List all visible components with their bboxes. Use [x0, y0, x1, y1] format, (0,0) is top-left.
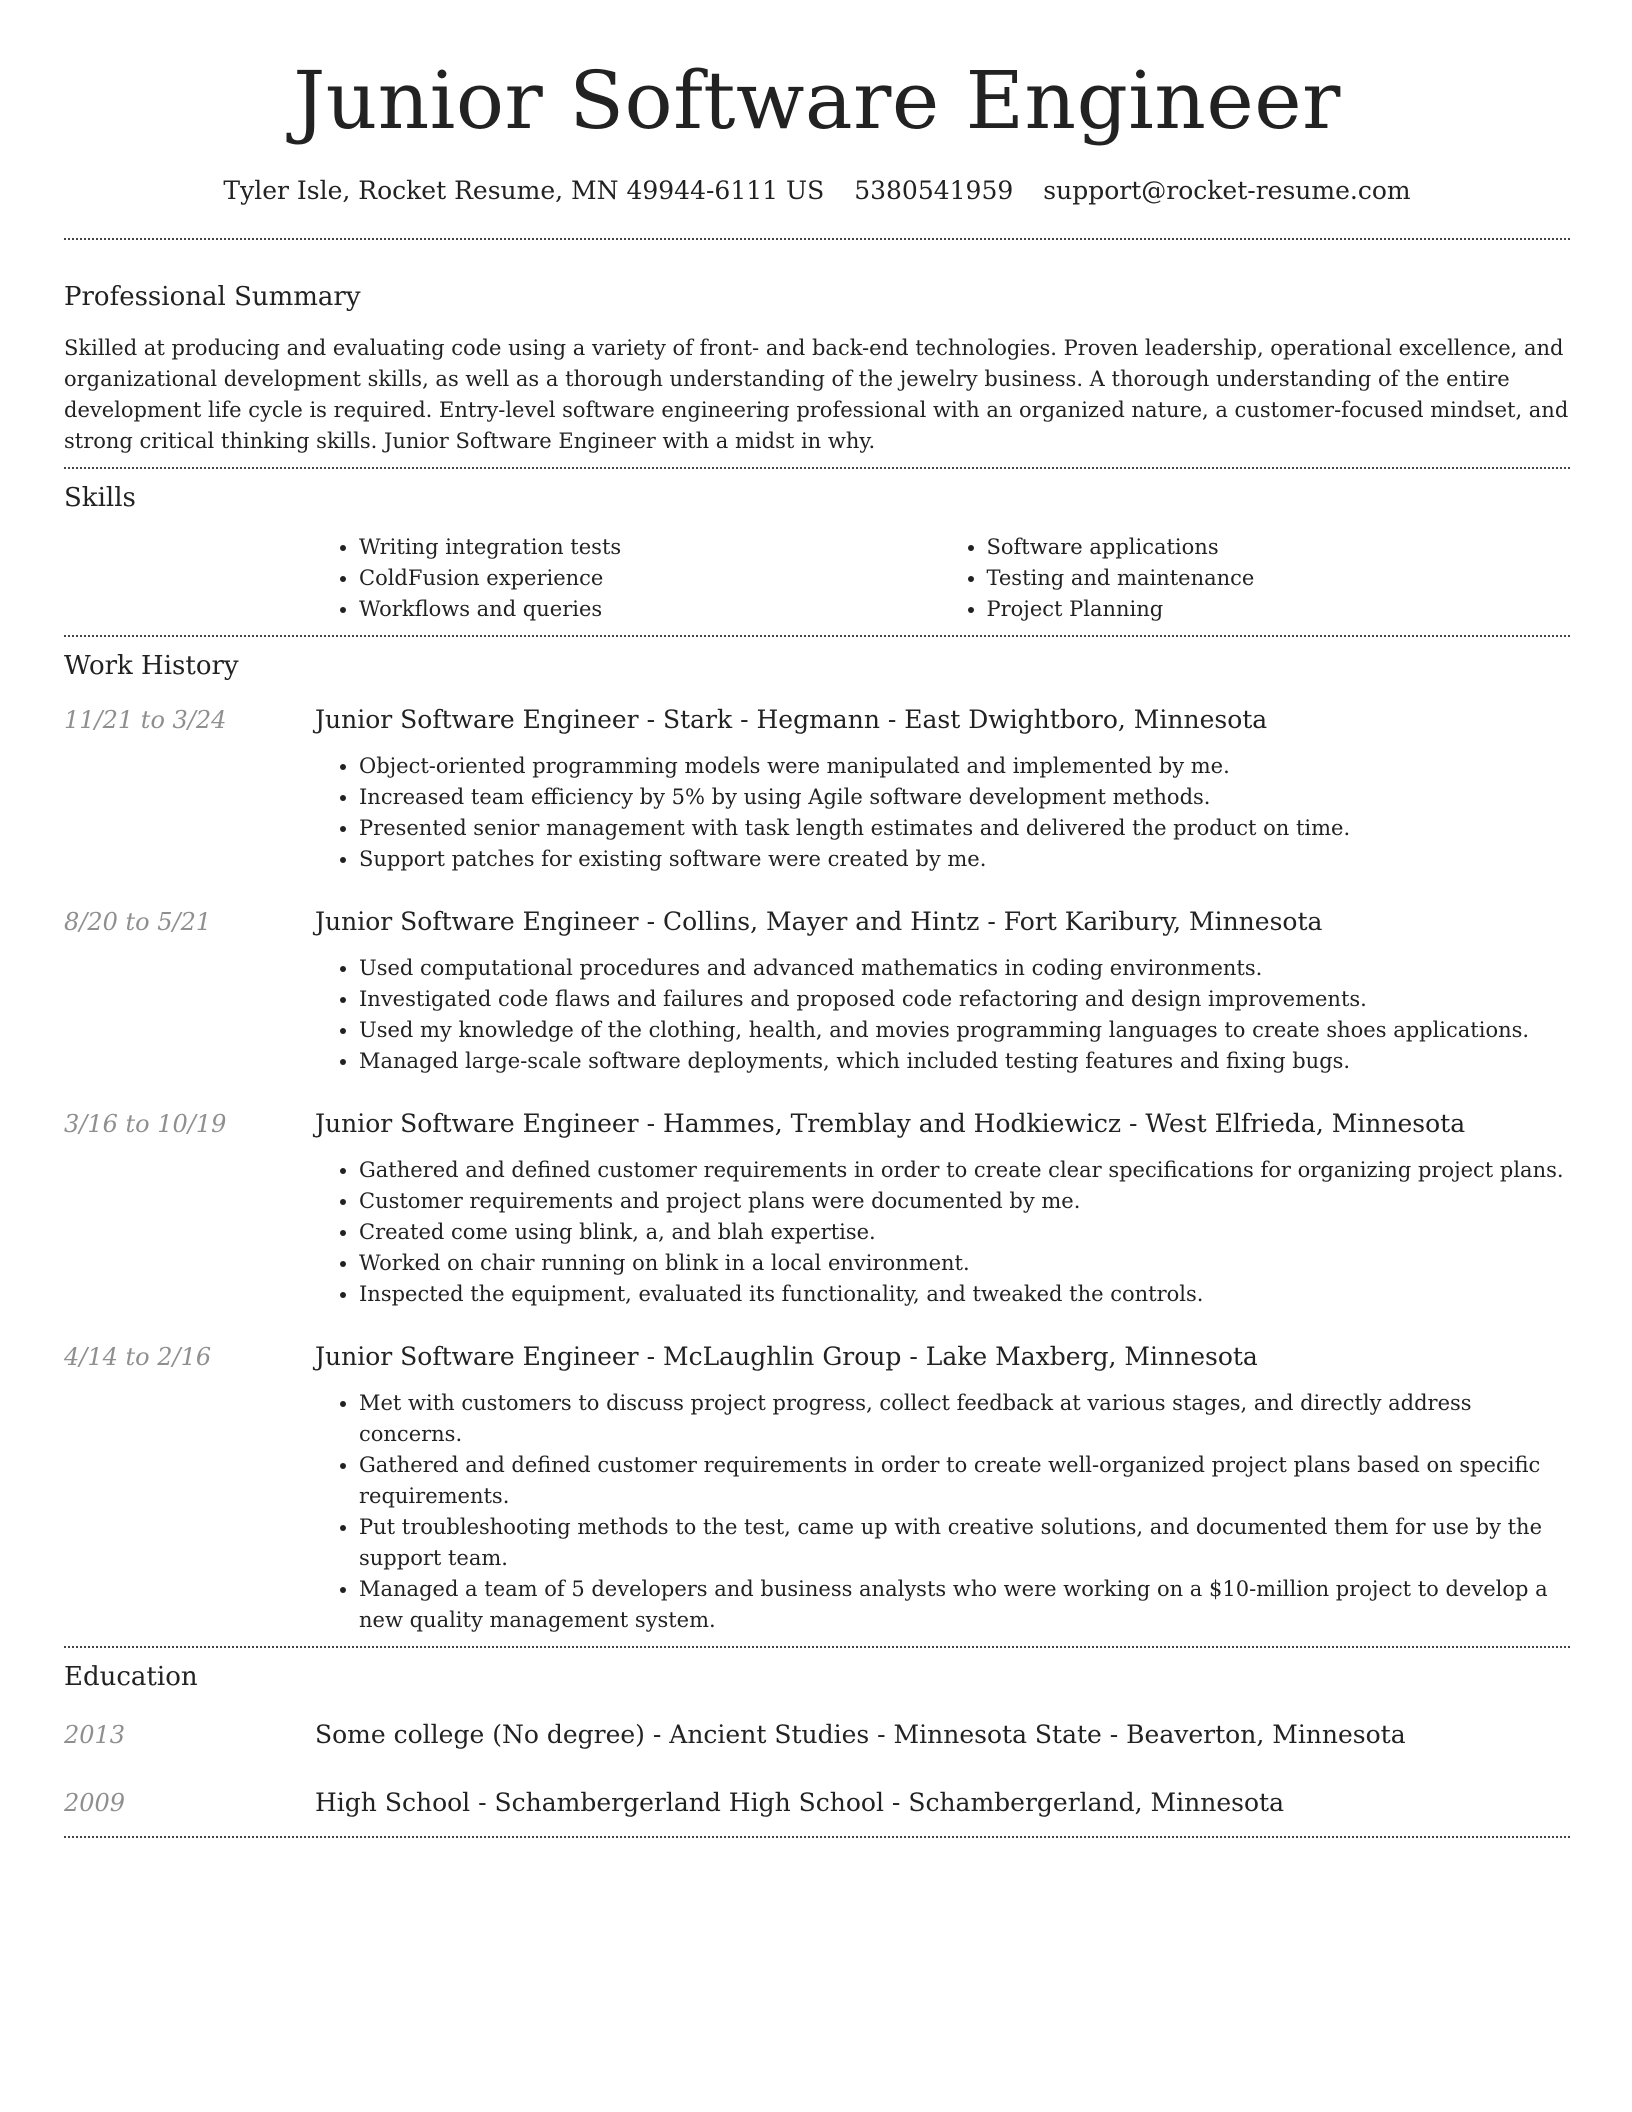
skill-item: • Workflows and queries: [359, 594, 943, 625]
skill-item: • Software applications: [987, 532, 1571, 563]
job-dates: 8/20 to 5/21: [64, 908, 212, 936]
contact-address: Tyler Isle, Rocket Resume, MN 49944-6111 US: [223, 176, 825, 205]
education-line: High School - Schambergerland High School - Schambergerland, Minnesota: [315, 1788, 1284, 1817]
job-bullet: • Worked on chair running on blink in a local environment.: [359, 1248, 1570, 1279]
divider: [64, 467, 1570, 469]
job-bullets: [315, 1155, 1570, 1310]
job-location: Fort Karibury, Minnesota: [1003, 907, 1323, 936]
job-company: McLaughlin Group: [662, 1342, 902, 1371]
job-location: West Elfrieda, Minnesota: [1145, 1109, 1466, 1138]
skills-column-right: [943, 532, 1571, 625]
job-bullet: • Presented senior management with task length estimates and delivered the product on time.: [359, 813, 1570, 844]
job-entry: [64, 905, 1570, 1077]
job-heading: Junior Software Engineer - Stark - Hegmann - East Dwightboro, Minnesota: [315, 705, 1268, 734]
education-entry: [64, 1718, 1570, 1752]
job-bullet: • Used my knowledge of the clothing, health, and movies programming languages to create shoes applications.: [359, 1015, 1570, 1046]
job-bullets: [315, 1388, 1570, 1636]
education-line: Some college (No degree) - Ancient Studies - Minnesota State - Beaverton, Minnesota: [315, 1720, 1406, 1749]
job-bullet: • Increased team efficiency by 5% by using Agile software development methods.: [359, 782, 1570, 813]
job-dates: 3/16 to 10/19: [64, 1110, 227, 1138]
job-bullet: • Inspected the equipment, evaluated its functionality, and tweaked the controls.: [359, 1279, 1570, 1310]
job-entry: [64, 1340, 1570, 1636]
job-bullets: [315, 953, 1570, 1077]
job-bullet: • Used computational procedures and advanced mathematics in coding environments.: [359, 953, 1570, 984]
resume-page: [64, 0, 1570, 1838]
job-heading: Junior Software Engineer - Hammes, Tremblay and Hodkiewicz - West Elfrieda, Minnesota: [315, 1109, 1466, 1138]
skill-item: • ColdFusion experience: [359, 563, 943, 594]
education-year: 2009: [64, 1789, 126, 1817]
job-bullet: • Gathered and defined customer requirements in order to create clear specifications for organizing project plans.: [359, 1155, 1570, 1186]
skills-section: [64, 481, 1570, 625]
skills-list: [315, 532, 1570, 625]
resume-title: Junior Software Engineer: [293, 54, 1341, 147]
job-bullet: • Put troubleshooting methods to the test, came up with creative solutions, and documented them for use by the support team.: [359, 1512, 1570, 1574]
education-section: [64, 1660, 1570, 1820]
job-company: Stark - Hegmann: [662, 705, 880, 734]
divider: [64, 238, 1570, 240]
work-history-section: [64, 649, 1570, 1636]
job-dates: 11/21 to 3/24: [64, 706, 227, 734]
job-heading: Junior Software Engineer - Collins, Mayer and Hintz - Fort Karibury, Minnesota: [315, 907, 1323, 936]
job-title: Junior Software Engineer: [315, 705, 639, 734]
section-title-summary: Professional Summary: [64, 282, 361, 312]
job-title: Junior Software Engineer: [315, 1342, 639, 1371]
job-entry: [64, 703, 1570, 875]
job-bullet: • Object-oriented programming models were manipulated and implemented by me.: [359, 751, 1570, 782]
job-bullet: • Managed large-scale software deployments, which included testing features and fixing bugs.: [359, 1046, 1570, 1077]
job-bullet: • Met with customers to discuss project progress, collect feedback at various stages, and directly address concerns.: [359, 1388, 1570, 1450]
section-title-skills: Skills: [64, 483, 136, 513]
job-title: Junior Software Engineer: [315, 907, 639, 936]
job-bullet: • Support patches for existing software were created by me.: [359, 844, 1570, 875]
divider: [64, 1836, 1570, 1838]
job-location: East Dwightboro, Minnesota: [904, 705, 1268, 734]
job-location: Lake Maxberg, Minnesota: [925, 1342, 1258, 1371]
education-year: 2013: [64, 1721, 126, 1749]
divider: [64, 635, 1570, 637]
skill-item: • Writing integration tests: [359, 532, 943, 563]
job-title: Junior Software Engineer: [315, 1109, 639, 1138]
section-title-work-history: Work History: [64, 651, 239, 681]
job-heading: Junior Software Engineer - McLaughlin Group - Lake Maxberg, Minnesota: [315, 1342, 1258, 1371]
contact-phone: 5380541959: [854, 176, 1014, 205]
summary-section: [64, 280, 1570, 457]
contact-email: support@rocket-resume.com: [1043, 176, 1411, 205]
job-bullet: • Managed a team of 5 developers and business analysts who were working on a $10-million project to develop a new quality management system.: [359, 1574, 1570, 1636]
job-bullet: • Gathered and defined customer requirements in order to create well-organized project plans based on specific requirements.: [359, 1450, 1570, 1512]
job-company: Collins, Mayer and Hintz: [662, 907, 980, 936]
skill-item: • Testing and maintenance: [987, 563, 1571, 594]
job-bullet: • Created come using blink, a, and blah expertise.: [359, 1217, 1570, 1248]
section-title-education: Education: [64, 1662, 198, 1692]
contact-line: [64, 174, 1570, 208]
summary-text: Skilled at producing and evaluating code using a variety of front- and back-end technologies. Proven leadership, operational excellence, and organizational development skills, as well as a thorough understanding of the jewelry business. A thorough understanding of the entire development life cycle is required. Entry-level software engineering professional with an organized nature, a customer-focused mindset, and strong critical thinking skills. Junior Software Engineer with a midst in why.: [64, 336, 1569, 453]
job-bullet: • Investigated code flaws and failures and proposed code refactoring and design improvements.: [359, 984, 1570, 1015]
skill-item: • Project Planning: [987, 594, 1571, 625]
job-entry: [64, 1107, 1570, 1310]
job-dates: 4/14 to 2/16: [64, 1343, 212, 1371]
divider: [64, 1646, 1570, 1648]
education-entry: [64, 1786, 1570, 1820]
job-bullet: • Customer requirements and project plans were documented by me.: [359, 1186, 1570, 1217]
skills-column-left: [315, 532, 943, 625]
job-bullets: [315, 751, 1570, 875]
job-company: Hammes, Tremblay and Hodkiewicz: [662, 1109, 1122, 1138]
